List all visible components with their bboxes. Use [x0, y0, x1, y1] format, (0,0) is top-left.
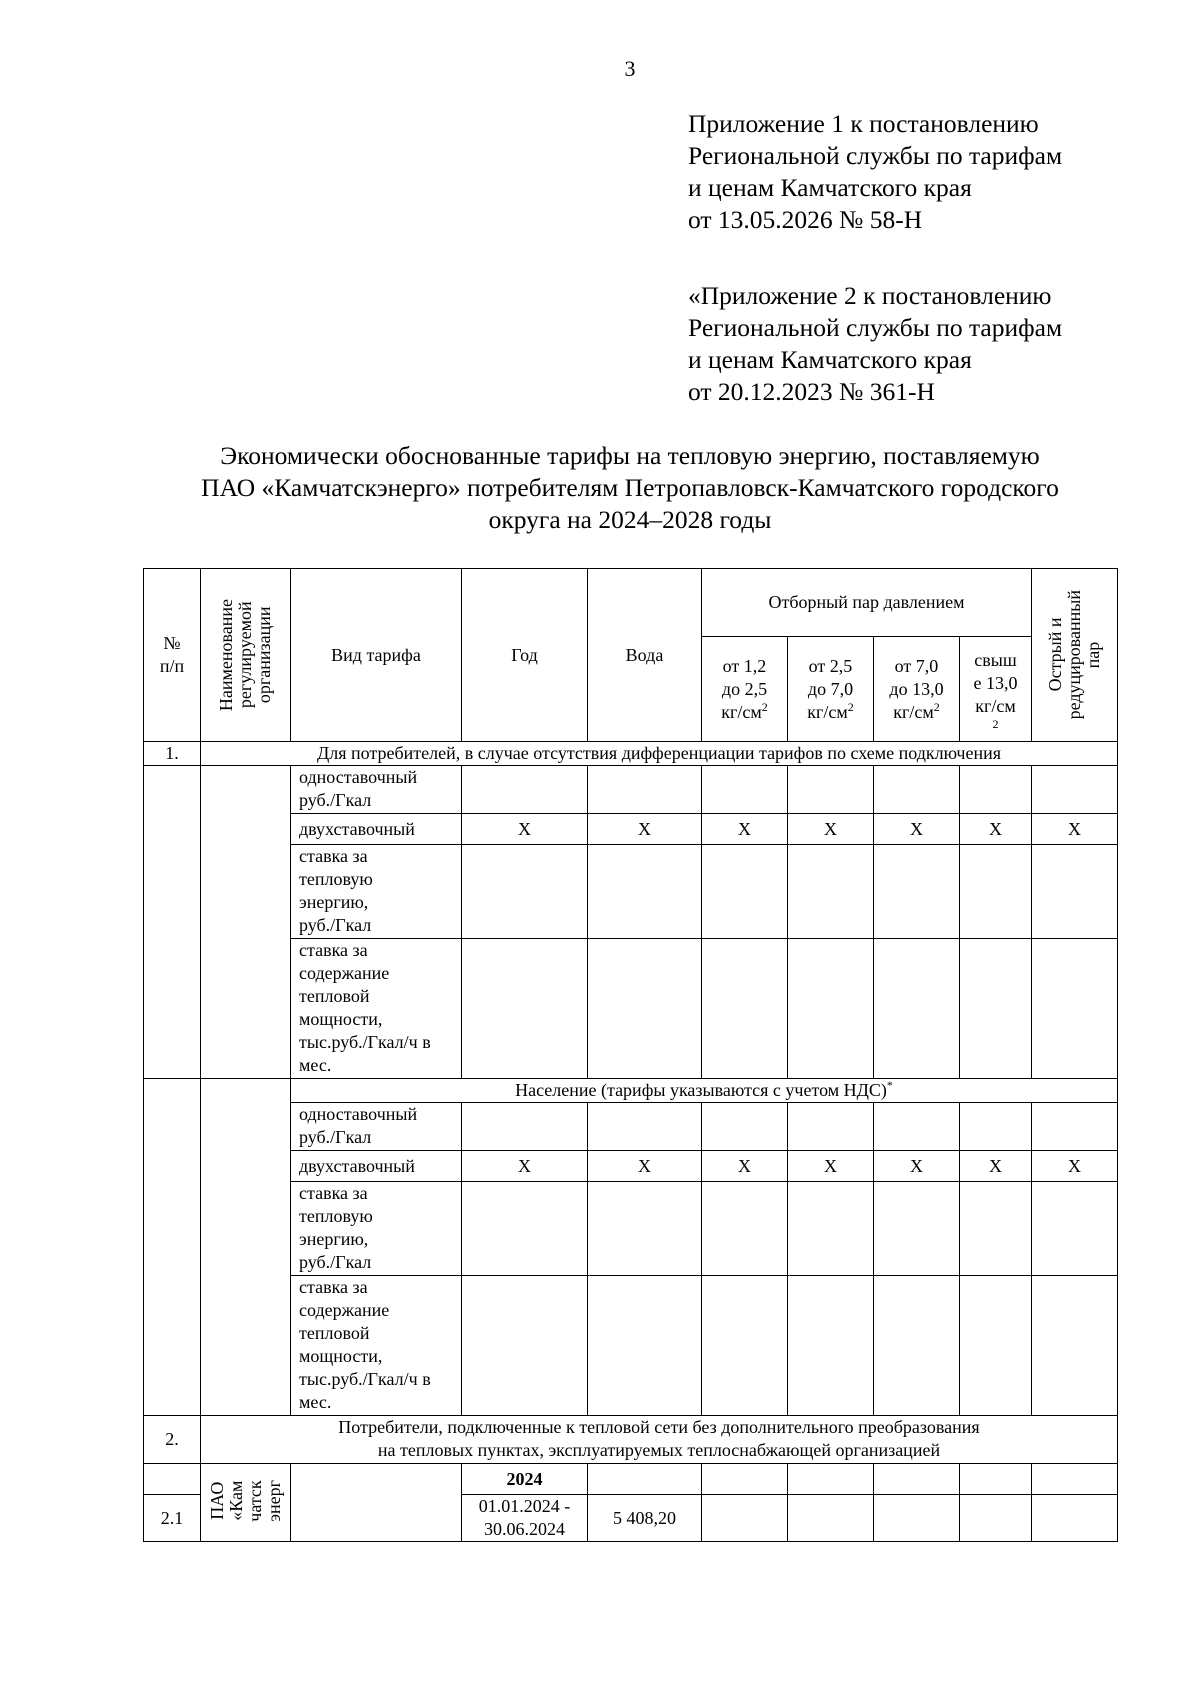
value-cell — [874, 1276, 960, 1416]
header-organization: Наименование регулируемой организации — [201, 569, 291, 742]
value-cell — [960, 1182, 1032, 1276]
page-number: 3 — [624, 56, 636, 81]
value-cell — [588, 1276, 702, 1416]
x-mark: X — [588, 814, 702, 845]
empty-cell — [201, 1079, 291, 1416]
value-cell — [874, 845, 960, 939]
row-label: ставка за содержание тепловой мощности, тыс.руб./Гкал/ч в мес. — [291, 1276, 462, 1416]
header-steam-group: Отборный пар давлением — [702, 569, 1032, 637]
value-cell — [588, 1182, 702, 1276]
section-title: Для потребителей, в случае отсутствия дифференциации тарифов по схеме подключения — [201, 742, 1118, 766]
appendix-1-line: Региональной службы по тарифам — [688, 141, 1063, 170]
x-mark: X — [874, 814, 960, 845]
row-label: двухставочный — [291, 1151, 462, 1182]
table-row — [144, 1276, 1118, 1416]
value-cell — [1032, 939, 1118, 1079]
value-cell — [788, 845, 874, 939]
header-pressure-2: от 2,5 до 7,0 $кг/см^2$ — [788, 637, 874, 742]
value-cell — [1032, 1495, 1118, 1542]
population-subheading: Население (тарифы указываются с учетом НДС)* — [291, 1079, 1118, 1103]
section-row — [144, 742, 1118, 766]
section-number: 1. — [144, 742, 201, 766]
value-cell — [462, 845, 588, 939]
x-mark: X — [588, 1151, 702, 1182]
table-row — [144, 1182, 1118, 1276]
row-label: одноставочный руб./Гкал — [291, 766, 462, 814]
section-number: 2. — [144, 1416, 201, 1464]
appendix-2-line: Региональной службы по тарифам — [688, 313, 1063, 342]
x-mark: X — [1032, 1151, 1118, 1182]
header-sharp-steam: Острый и редуцированный пар — [1032, 569, 1118, 742]
value-cell — [960, 1495, 1032, 1542]
x-mark: X — [960, 814, 1032, 845]
value-cell — [874, 1103, 960, 1151]
value-cell — [1032, 1103, 1118, 1151]
value-cell — [1032, 766, 1118, 814]
appendix-1-line: и ценам Камчатского края — [688, 173, 972, 202]
value-cell — [960, 1103, 1032, 1151]
value-cell — [788, 1495, 874, 1542]
empty-cell — [144, 766, 201, 1079]
value-cell — [588, 1103, 702, 1151]
water-value-cell: 5 408,20 — [588, 1495, 702, 1542]
appendix-2-line: «Приложение 2 к постановлению — [688, 281, 1052, 310]
tariffs-table — [143, 568, 1118, 1542]
appendix-1-line: Приложение 1 к постановлению — [688, 109, 1039, 138]
value-cell — [462, 1276, 588, 1416]
table-row — [144, 1151, 1118, 1182]
table-row — [144, 1464, 1118, 1495]
appendix-1-line: от 13.05.2026 № 58-Н — [688, 205, 923, 234]
header-number: № п/п — [144, 569, 201, 742]
value-cell — [462, 939, 588, 1079]
value-cell — [702, 1182, 788, 1276]
table-row — [144, 814, 1118, 845]
value-cell — [960, 1464, 1032, 1495]
header-water: Вода — [588, 569, 702, 742]
header-pressure-4: свыш е 13,0 кг/см 2 — [960, 637, 1032, 742]
appendix-2-block — [688, 280, 1062, 408]
value-cell — [1032, 1464, 1118, 1495]
header-year: Год — [462, 569, 588, 742]
value-cell — [462, 766, 588, 814]
x-mark: X — [874, 1151, 960, 1182]
value-cell — [874, 766, 960, 814]
value-cell — [788, 766, 874, 814]
value-cell — [462, 1182, 588, 1276]
header-tariff-type: Вид тарифа — [291, 569, 462, 742]
x-mark: X — [462, 1151, 588, 1182]
title-line: Экономически обоснованные тарифы на тепловую энергию, поставляемую — [220, 441, 1040, 470]
x-mark: X — [702, 814, 788, 845]
table-row — [144, 1079, 1118, 1103]
value-cell — [702, 1495, 788, 1542]
period-cell: 01.01.2024 - 30.06.2024 — [462, 1495, 588, 1542]
value-cell — [462, 1103, 588, 1151]
row-label: двухставочный — [291, 814, 462, 845]
appendix-2-line: и ценам Камчатского края — [688, 345, 972, 374]
value-cell — [702, 1276, 788, 1416]
year-header-cell: 2024 — [462, 1464, 588, 1495]
value-cell — [1032, 1182, 1118, 1276]
appendix-2-line: от 20.12.2023 № 361-Н — [688, 377, 935, 406]
value-cell — [788, 1103, 874, 1151]
value-cell — [788, 1182, 874, 1276]
x-mark: X — [788, 1151, 874, 1182]
value-cell — [702, 1103, 788, 1151]
empty-cell — [144, 1464, 201, 1495]
row-label: ставка за содержание тепловой мощности, тыс.руб./Гкал/ч в мес. — [291, 939, 462, 1079]
value-cell — [702, 939, 788, 1079]
value-cell — [588, 845, 702, 939]
row-label: ставка за тепловую энергию, руб./Гкал — [291, 1182, 462, 1276]
x-mark: X — [462, 814, 588, 845]
value-cell — [702, 845, 788, 939]
header-row — [144, 569, 1118, 637]
x-mark: X — [1032, 814, 1118, 845]
row-label: ставка за тепловую энергию, руб./Гкал — [291, 845, 462, 939]
section-row — [144, 1416, 1118, 1464]
value-cell — [588, 1464, 702, 1495]
section-title: Потребители, подключенные к тепловой сети без дополнительного преобразования на тепловых пунктах, эксплуатируемых теплоснабжающей организацией — [201, 1416, 1118, 1464]
row-label: одноставочный руб./Гкал — [291, 1103, 462, 1151]
table-row — [144, 939, 1118, 1079]
title-line: округа на 2024–2028 годы — [488, 505, 772, 534]
x-mark: X — [702, 1151, 788, 1182]
x-mark: X — [788, 814, 874, 845]
title-line: ПАО «Камчатскэнерго» потребителям Петропавловск-Камчатского городского — [201, 473, 1059, 502]
header-pressure-1: от 1,2 до 2,5 $кг/см^2$ — [702, 637, 788, 742]
value-cell — [588, 939, 702, 1079]
value-cell — [702, 766, 788, 814]
value-cell — [588, 766, 702, 814]
value-cell — [960, 845, 1032, 939]
value-cell — [874, 1464, 960, 1495]
value-cell — [788, 939, 874, 1079]
value-cell — [874, 1495, 960, 1542]
empty-cell — [291, 1464, 462, 1542]
table-row — [144, 766, 1118, 814]
value-cell — [960, 1276, 1032, 1416]
row-number: 2.1 — [144, 1495, 201, 1542]
header-pressure-3: от 7,0 до 13,0 $кг/см^2$ — [874, 637, 960, 742]
value-cell — [788, 1464, 874, 1495]
table-row — [144, 1103, 1118, 1151]
value-cell — [874, 1182, 960, 1276]
value-cell — [1032, 845, 1118, 939]
value-cell — [960, 766, 1032, 814]
value-cell — [960, 939, 1032, 1079]
value-cell — [702, 1464, 788, 1495]
value-cell — [1032, 1276, 1118, 1416]
value-cell — [788, 1276, 874, 1416]
value-cell — [874, 939, 960, 1079]
empty-cell — [144, 1079, 201, 1416]
appendix-1-block — [688, 108, 1062, 236]
empty-cell — [201, 766, 291, 1079]
x-mark: X — [960, 1151, 1032, 1182]
document-title — [140, 440, 1120, 536]
row-organization: ПАО «Кам чатск энерг — [201, 1464, 291, 1542]
table-row — [144, 845, 1118, 939]
